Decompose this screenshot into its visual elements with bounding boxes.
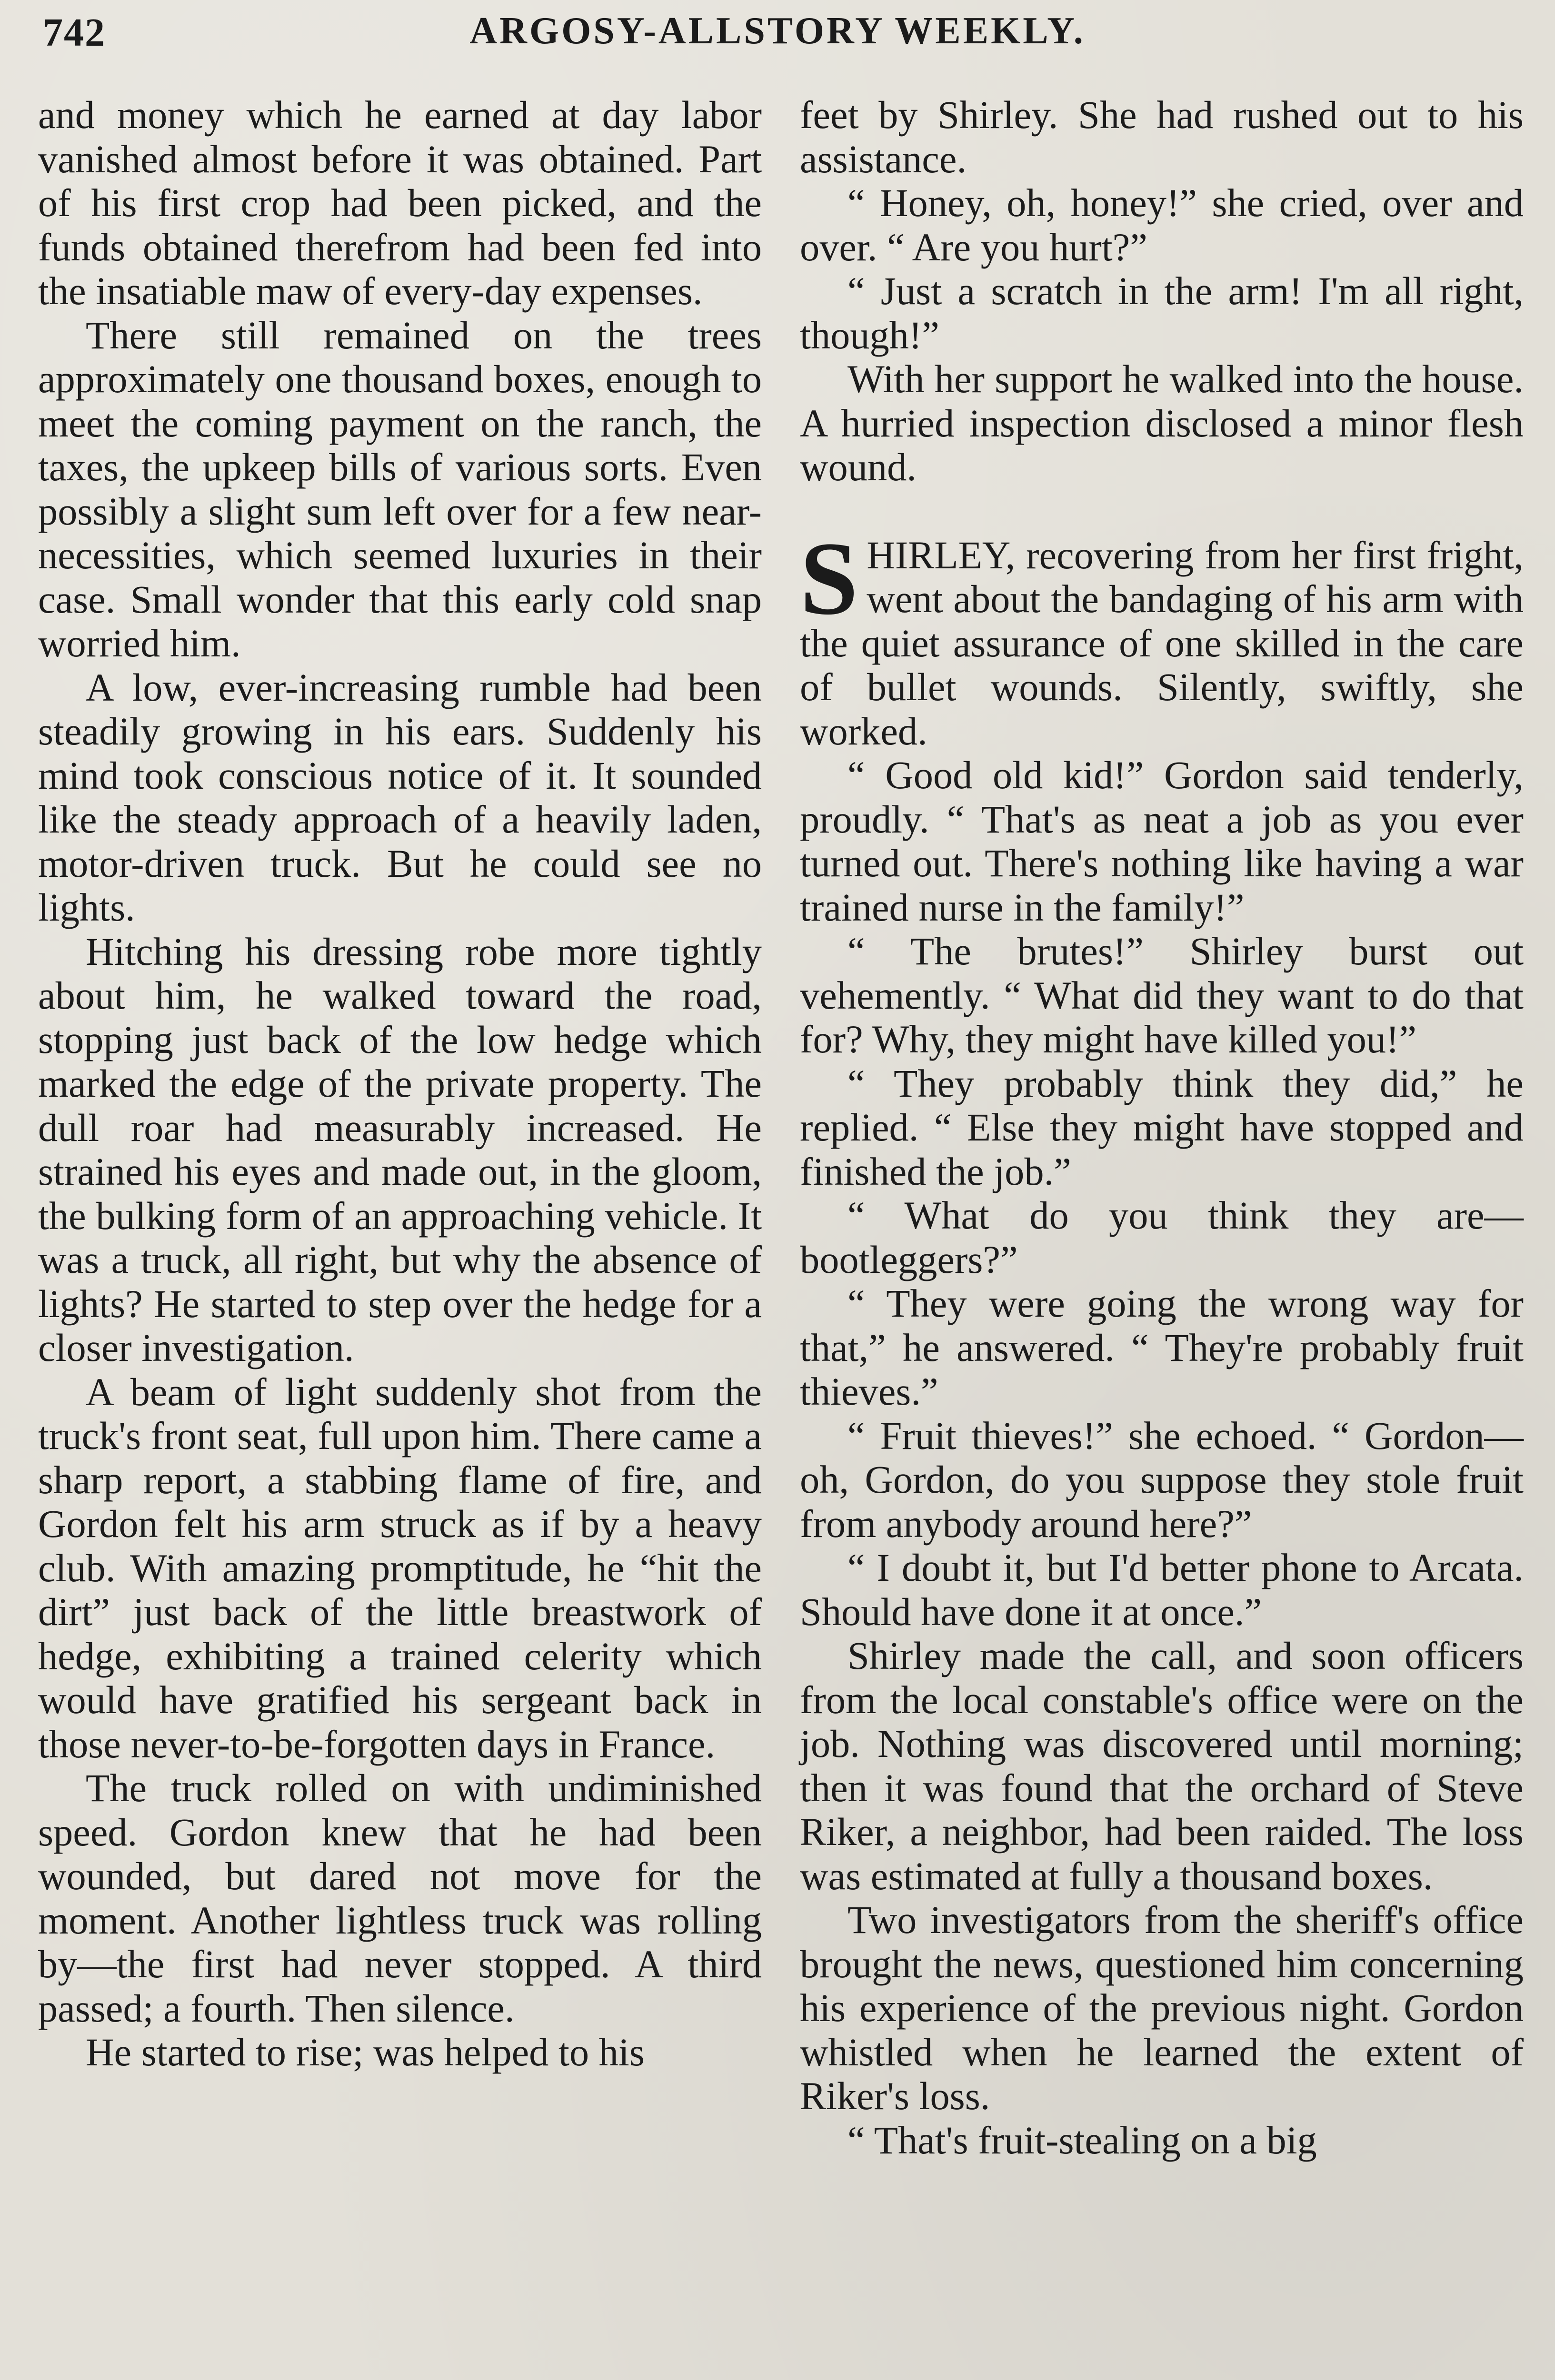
left-column <box>38 93 762 2075</box>
paragraph: and money which he earned at day labor vanished almost before it was obtained. Part of his first crop had been picked, and the funds obtained therefrom had been fed into the insatiable maw of every-day expenses. <box>38 93 762 313</box>
paragraph: feet by Shirley. She had rushed out to his assistance. <box>800 93 1524 181</box>
opening-word: HIRLEY, <box>867 533 1016 577</box>
paragraph: The truck rolled on with undiminished speed. Gordon knew that he had been wounded, but dared not move for the moment. Another lightless truck was rolling by—the first had never stopped. A third passed; a fourth. Then silence. <box>38 1766 762 2030</box>
paragraph: A beam of light suddenly shot from the truck's front seat, full upon him. There came a sharp report, a stabbing flame of fire, and Gordon felt his arm struck as if by a heavy club. With amazing promptitude, he “hit the dirt” just back of the little breastwork of hedge, exhibiting a trained celerity which would have gratified his sergeant back in those never-to-be-forgotten days in France. <box>38 1370 762 1766</box>
paragraph: “ Good old kid!” Gordon said tenderly, proudly. “ That's as neat a job as you ever turned out. There's nothing like having a war trained nurse in the family!” <box>800 754 1524 929</box>
paragraph: With her support he walked into the house. A hurried inspection disclosed a minor flesh wound. <box>800 357 1524 489</box>
paragraph: A low, ever-increasing rumble had been steadily growing in his ears. Suddenly his mind took conscious notice of it. It sounded like the steady approach of a heavily laden, motor-driven truck. But he could see no lights. <box>38 665 762 929</box>
paragraph: “ That's fruit-stealing on a big <box>847 2118 1317 2162</box>
paragraph: There still remained on the trees approximately one thousand boxes, enough to meet the coming payment on the ranch, the taxes, the upkeep bills of various sorts. Even possibly a slight sum left over for a few near-necessities, which seemed luxuries in their case. Small wonder that this early cold snap worried him. <box>38 313 762 665</box>
page-number: 742 <box>43 10 106 55</box>
paragraph: “ Just a scratch in the arm! I'm all right, though!” <box>800 269 1524 357</box>
paragraph: “ The brutes!” Shirley burst out vehemently. “ What did they want to do that for? Why, they might have killed you!” <box>800 930 1524 1061</box>
running-head: ARGOSY-ALLSTORY WEEKLY. <box>469 10 1086 52</box>
paragraph: He started to rise; was helped to his <box>86 2031 645 2074</box>
paragraph: Shirley made the call, and soon officers from the local constable's office were on the job. Nothing was discovered until morning; then it was found that the orchard of Steve Riker, a neighbor, had been raided. The loss was estimated at fully a thousand boxes. <box>800 1634 1524 1898</box>
paragraph: “ They were going the wrong way for that,” he answered. “ They're probably fruit thieves.” <box>800 1282 1524 1413</box>
drop-cap: S <box>800 520 858 636</box>
paragraph: “ What do you think they are—bootleggers?” <box>800 1194 1524 1281</box>
section-opening-paragraph <box>800 520 1524 754</box>
right-column <box>800 93 1524 2162</box>
section-break <box>800 490 1524 534</box>
paragraph: Hitching his dressing robe more tightly about him, he walked toward the road, stopping just back of the low hedge which marked the edge of the private property. The dull roar had measurably increased. He strained his eyes and made out, in the gloom, the bulking form of an approaching vehicle. It was a truck, all right, but why the absence of lights? He started to step over the hedge for a closer investigation. <box>38 930 762 1369</box>
paragraph-text: recovering from her first fright, went about the bandaging of his arm with the quiet assurance of one skilled in the care of bullet wounds. Silently, swiftly, she worked. <box>800 533 1524 753</box>
paragraph: Two investigators from the sheriff's office brought the news, questioned him concerning his experience of the previous night. Gordon whistled when he learned the extent of Riker's loss. <box>800 1898 1524 2118</box>
paragraph: “ Honey, oh, honey!” she cried, over and over. “ Are you hurt?” <box>800 181 1524 269</box>
paragraph: “ Fruit thieves!” she echoed. “ Gordon—oh, Gordon, do you suppose they stole fruit from anybody around here?” <box>800 1414 1524 1546</box>
paragraph: “ I doubt it, but I'd better phone to Arcata. Should have done it at once.” <box>800 1546 1524 1634</box>
paragraph: “ They probably think they did,” he replied. “ Else they might have stopped and finished the job.” <box>800 1061 1524 1193</box>
page-header <box>43 10 1512 67</box>
